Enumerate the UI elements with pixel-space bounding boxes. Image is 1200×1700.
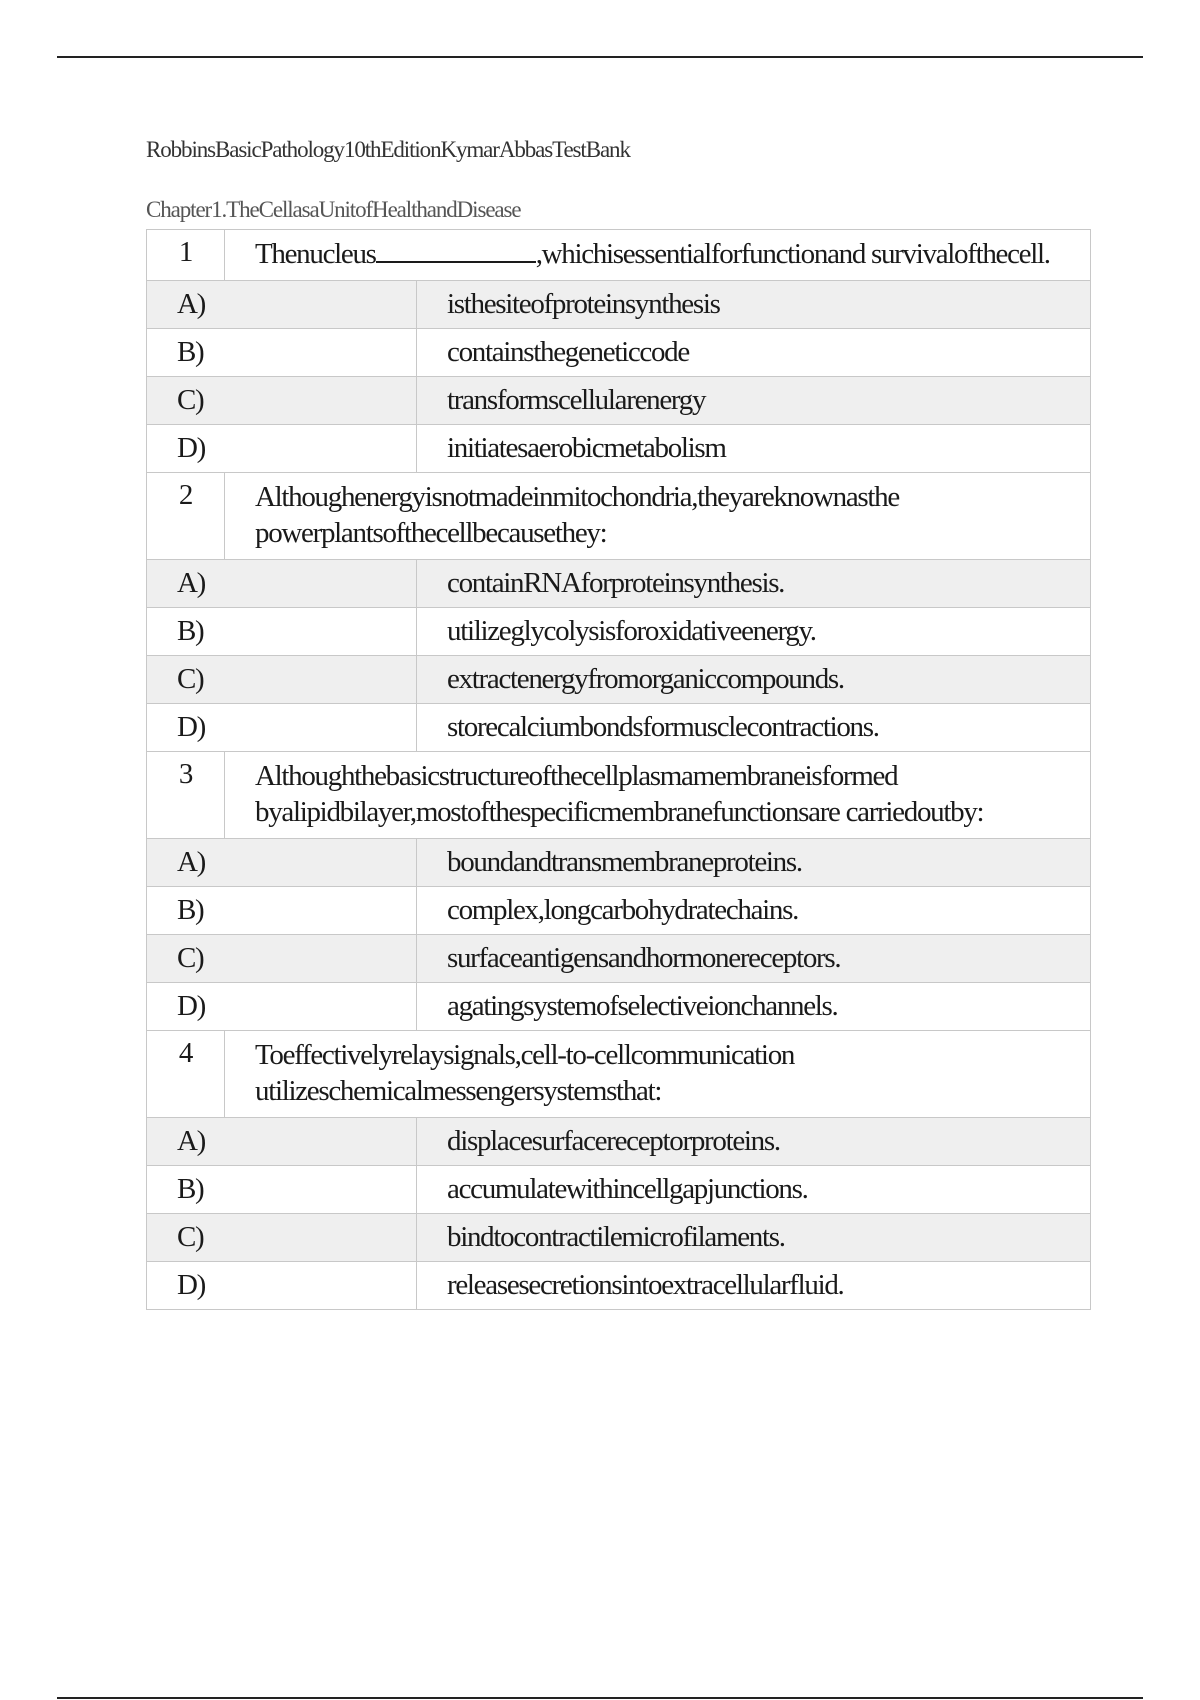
option-row[interactable] — [147, 887, 1091, 935]
question-text: Toeffectivelyrelaysignals,cell-to-cellcommunication utilizeschemicalmessengersystemsthat: — [225, 1031, 1091, 1118]
option-letter: D) — [147, 1262, 417, 1310]
question-row — [147, 230, 1091, 281]
option-text: accumulatewithincellgapjunctions. — [417, 1166, 1091, 1214]
top-rule — [57, 56, 1143, 58]
question-text-lead: Thenucleus — [255, 238, 376, 270]
question-text: Althoughthebasicstructureofthecellplasmamembraneisformed byalipidbilayer,mostofthespecificmembranefunctionsare carriedoutby: — [225, 752, 1091, 839]
option-letter: C) — [147, 1214, 417, 1262]
option-row[interactable] — [147, 935, 1091, 983]
option-letter: C) — [147, 935, 417, 983]
option-row[interactable] — [147, 704, 1091, 752]
option-row[interactable] — [147, 839, 1091, 887]
option-letter: D) — [147, 704, 417, 752]
option-letter: C) — [147, 377, 417, 425]
option-row[interactable] — [147, 656, 1091, 704]
question-text: Althoughenergyisnotmadeinmitochondria,theyareknownasthe powerplantsofthecellbecausethey: — [225, 473, 1091, 560]
option-text: extractenergyfromorganiccompounds. — [417, 656, 1091, 704]
question-number: 3 — [147, 752, 225, 839]
option-row[interactable] — [147, 560, 1091, 608]
option-letter: B) — [147, 608, 417, 656]
option-text: releasesecretionsintoextracellularfluid. — [417, 1262, 1091, 1310]
option-row[interactable] — [147, 1166, 1091, 1214]
question-number: 1 — [147, 230, 225, 281]
option-row[interactable] — [147, 1118, 1091, 1166]
chapter-heading: Chapter1.TheCellasaUnitofHealthandDisease — [146, 197, 521, 222]
question-text — [225, 230, 1091, 281]
option-letter: B) — [147, 887, 417, 935]
question-row — [147, 1031, 1091, 1118]
option-text: displacesurfacereceptorproteins. — [417, 1118, 1091, 1166]
option-text: containsthegeneticcode — [417, 329, 1091, 377]
option-text: storecalciumbondsformusclecontractions. — [417, 704, 1091, 752]
option-letter: A) — [147, 281, 417, 329]
question-number: 4 — [147, 1031, 225, 1118]
question-text-rest: ,whichisessentialforfunctionand survivalofthecell. — [535, 238, 1050, 270]
option-text: boundandtransmembraneproteins. — [417, 839, 1091, 887]
option-text: bindtocontractilemicrofilaments. — [417, 1214, 1091, 1262]
option-text: initiatesaerobicmetabolism — [417, 425, 1091, 473]
question-table — [146, 229, 1091, 1310]
option-text: utilizeglycolysisforoxidativeenergy. — [417, 608, 1091, 656]
option-row[interactable] — [147, 281, 1091, 329]
option-letter: B) — [147, 329, 417, 377]
option-row[interactable] — [147, 608, 1091, 656]
option-letter: D) — [147, 983, 417, 1031]
answer-blank — [376, 237, 536, 263]
option-row[interactable] — [147, 329, 1091, 377]
question-number: 2 — [147, 473, 225, 560]
question-row — [147, 473, 1091, 560]
question-row — [147, 752, 1091, 839]
option-row[interactable] — [147, 1262, 1091, 1310]
option-text: complex,longcarbohydratechains. — [417, 887, 1091, 935]
option-letter: A) — [147, 1118, 417, 1166]
bottom-rule — [57, 1697, 1143, 1699]
option-text: surfaceantigensandhormonereceptors. — [417, 935, 1091, 983]
option-letter: A) — [147, 560, 417, 608]
option-text: agatingsystemofselectiveionchannels. — [417, 983, 1091, 1031]
option-letter: A) — [147, 839, 417, 887]
option-row[interactable] — [147, 1214, 1091, 1262]
option-row[interactable] — [147, 425, 1091, 473]
option-text: transformscellularenergy — [417, 377, 1091, 425]
document-title: RobbinsBasicPathology10thEditionKymarAbbasTestBank — [146, 137, 630, 162]
option-row[interactable] — [147, 983, 1091, 1031]
option-letter: C) — [147, 656, 417, 704]
option-text: containRNAforproteinsynthesis. — [417, 560, 1091, 608]
option-row[interactable] — [147, 377, 1091, 425]
option-letter: B) — [147, 1166, 417, 1214]
option-letter: D) — [147, 425, 417, 473]
option-text: isthesiteofproteinsynthesis — [417, 281, 1091, 329]
